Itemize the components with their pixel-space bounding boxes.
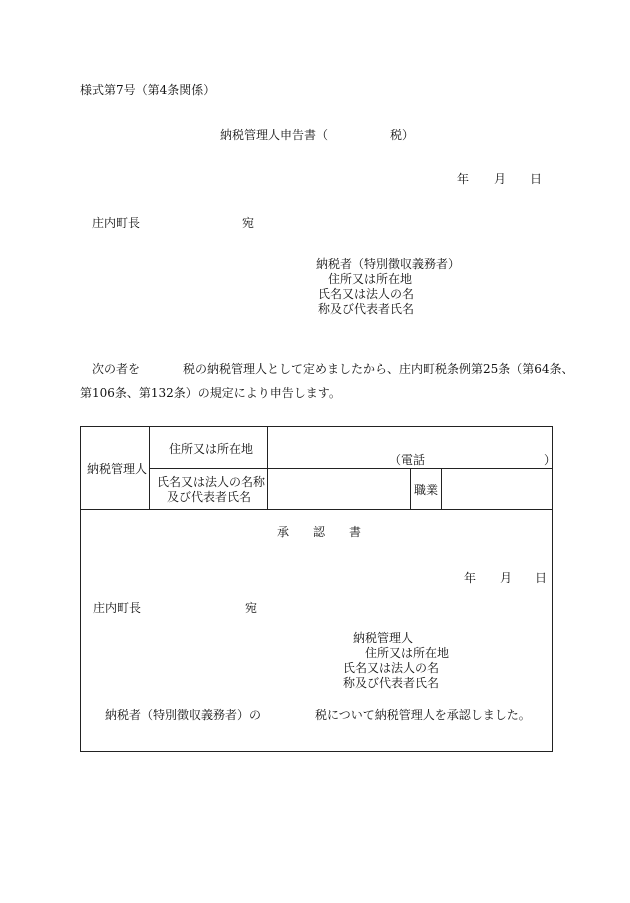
body-text-line-1: 税の納税管理人として定めましたから、庄内町税条例第25条（第64条、 bbox=[183, 362, 574, 376]
addressee-honorific: 宛 bbox=[242, 216, 255, 230]
approval-statement-start: 納税者（特別徴収義務者）の bbox=[105, 708, 262, 722]
name-label-2: 及び代表者氏名 bbox=[167, 490, 252, 504]
address-label: 住所又は所在地 bbox=[169, 442, 254, 456]
row-header-tax-manager: 納税管理人 bbox=[87, 462, 148, 476]
body-text-start: 次の者を bbox=[92, 362, 141, 376]
approval-title: 承 認 書 bbox=[277, 525, 362, 539]
occupation-label: 職業 bbox=[414, 483, 439, 497]
manager-line-4: 称及び代表者氏名 bbox=[343, 676, 440, 690]
date-day: 日 bbox=[530, 172, 543, 186]
phone-close: ） bbox=[544, 453, 557, 467]
applicant-line-4: 称及び代表者氏名 bbox=[318, 302, 415, 316]
phone-label: （電話 bbox=[389, 453, 426, 467]
approval-statement: 税について納税管理人を承認しました。 bbox=[315, 708, 531, 722]
addressee-name: 庄内町長 bbox=[92, 216, 141, 230]
divider bbox=[410, 469, 411, 509]
body-text-line-2: 第106条、第132条）の規定により申告します。 bbox=[80, 386, 341, 400]
manager-line-2: 住所又は所在地 bbox=[365, 646, 450, 660]
approval-date-day: 日 bbox=[535, 571, 548, 585]
date-month: 月 bbox=[494, 172, 507, 186]
form-title-tax: 税） bbox=[390, 128, 415, 142]
name-label-1: 氏名又は法人の名称 bbox=[157, 475, 266, 489]
applicant-line-3: 氏名又は法人の名 bbox=[318, 287, 415, 301]
approval-addressee-honorific: 宛 bbox=[245, 601, 258, 615]
approval-date-year: 年 bbox=[464, 571, 477, 585]
applicant-line-1: 納税者（特別徴収義務者） bbox=[316, 257, 461, 271]
approval-date-month: 月 bbox=[500, 571, 513, 585]
manager-line-3: 氏名又は法人の名 bbox=[343, 661, 440, 675]
divider bbox=[441, 469, 442, 509]
form-number: 様式第7号（第4条関係） bbox=[80, 83, 216, 97]
applicant-line-2: 住所又は所在地 bbox=[328, 272, 413, 286]
approval-addressee-name: 庄内町長 bbox=[93, 601, 142, 615]
form-table bbox=[80, 426, 557, 752]
form-title: 納税管理人申告書（ bbox=[220, 128, 329, 142]
date-year: 年 bbox=[457, 172, 470, 186]
divider bbox=[149, 468, 553, 469]
manager-line-1: 納税管理人 bbox=[353, 631, 414, 645]
divider bbox=[81, 509, 553, 510]
